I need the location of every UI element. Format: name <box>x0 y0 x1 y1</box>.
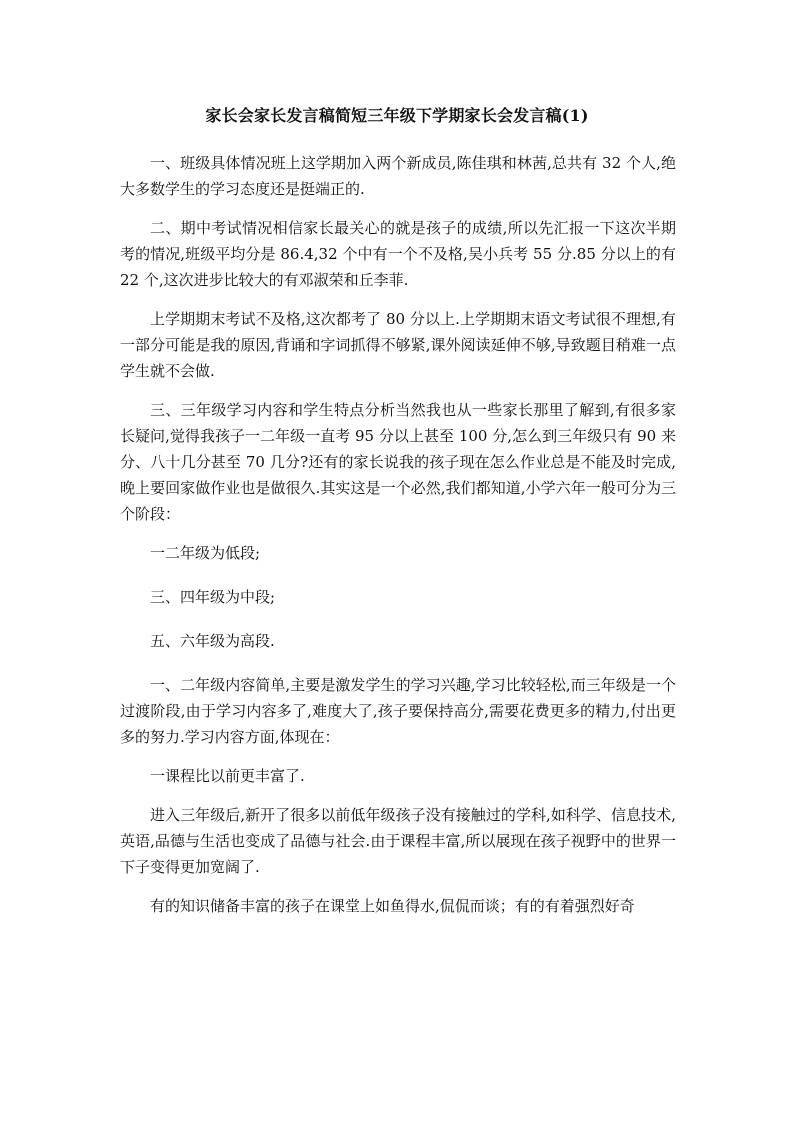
document-body <box>120 150 676 932</box>
paragraph-stage-high: 五、六年级为高段. <box>150 632 275 650</box>
paragraph-new-subjects: 进入三年级后,新开了很多以前低年级孩子没有接触过的学科,如科学、信息技术,英语,品德与生活也变成了品德与社会.由于课程丰富,所以展现在孩子视野中的世界一下子变得更加宽阔了. <box>120 806 676 876</box>
paragraph-transition-stage: 一、二年级内容简单,主要是激发学生的学习兴趣,学习比较轻松,而三年级是一个过渡阶段,由于学习内容多了,难度大了,孩子要保持高分,需要花费更多的精力,付出更多的努力.学习内容方面,体现在： <box>120 676 676 746</box>
paragraph-stage-middle: 三、四年级为中段; <box>150 588 276 606</box>
paragraph-richer-courses: 一课程比以前更丰富了. <box>150 767 305 785</box>
paragraph-class-overview: 一、班级具体情况班上这学期加入两个新成员,陈佳琪和林茜,总共有 32 个人,绝大多数学生的学习态度还是挺端正的. <box>120 154 676 198</box>
paragraph-midterm-results: 二、期中考试情况相信家长最关心的就是孩子的成绩,所以先汇报一下这次半期考的情况,班级平均分是 86.4,32 个中有一个不及格,吴小兵考 55 分.85 分以上的有 22 个,这次进步比较大的有邓淑荣和丘李菲. <box>120 219 676 289</box>
paragraph-last-term-results: 上学期期末考试不及格,这次都考了 80 分以上.上学期期末语文考试很不理想,有一部分可能是我的原因,背诵和字词抓得不够紧,课外阅读延伸不够,导致题目稍难一点学生就不会做. <box>120 310 676 380</box>
paragraph-grade-three-analysis: 三、三年级学习内容和学生特点分析当然我也从一些家长那里了解到,有很多家长疑问,觉得我孩子一二年级一直考 95 分以上甚至 100 分,怎么到三年级只有 90 来分、八十几分甚至 70 几分?还有的家长说我的孩子现在怎么作业总是不能及时完成,晚上要回家做作业也是做很久.其实这是一个必然,我们都知道,小学六年一般可分为三个阶段： <box>120 401 676 523</box>
document-title: 家长会家长发言稿简短三年级下学期家长会发言稿(1) <box>205 106 589 125</box>
paragraph-stage-low: 一二年级为低段; <box>150 544 261 562</box>
paragraph-knowledge-reserve: 有的知识储备丰富的孩子在课堂上如鱼得水,侃侃而谈；有的有着强烈好奇 <box>150 897 635 915</box>
